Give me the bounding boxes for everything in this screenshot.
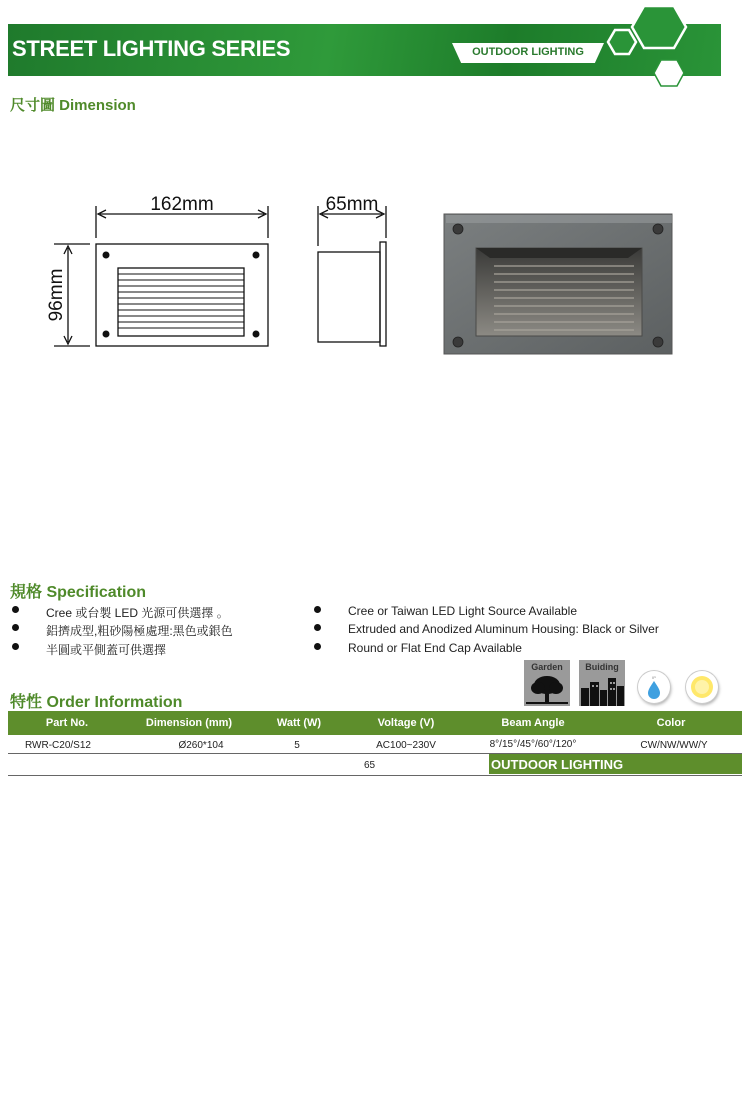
page-title: STREET LIGHTING SERIES	[12, 36, 291, 61]
bullet-icon	[314, 643, 321, 650]
bullet-icon	[314, 606, 321, 613]
city-skyline-icon	[579, 674, 625, 706]
cell-color: CW/NW/WW/Y	[640, 740, 708, 751]
spec-zh-item: 鋁擠成型,粗砂陽極處理:黑色或銀色	[12, 622, 302, 638]
order-title: 特性 Order Information	[10, 694, 183, 711]
height-label: 96mm	[46, 268, 67, 322]
bullet-icon	[314, 624, 321, 631]
header-beam-angle: Beam Angle	[501, 717, 565, 729]
header-watt: Watt (W)	[276, 717, 322, 729]
spec-en-item: Cree or Taiwan LED Light Source Available	[314, 604, 734, 620]
footer-label: OUTDOOR LIGHTING	[491, 757, 624, 772]
bullet-icon	[12, 643, 19, 650]
hexagon-decoration	[600, 2, 720, 92]
width-label: 162mm	[150, 194, 214, 215]
specification-title: 規格 Specification	[10, 584, 147, 601]
spec-en-item: Extruded and Anodized Aluminum Housing: Black or Silver	[314, 622, 734, 638]
header-dimension: Dimension (mm)	[145, 717, 233, 729]
spec-zh-item: 半圓或平側蓋可供選擇	[12, 641, 302, 657]
bullet-icon	[12, 606, 19, 613]
water-drop-icon	[638, 671, 670, 703]
header-voltage: Voltage (V)	[377, 717, 435, 729]
tree-icon	[524, 674, 570, 706]
product-photo	[442, 212, 674, 356]
spec-zh-item: Cree 或台製 LED 光源可供選擇 。	[12, 604, 302, 620]
svg-text:IP: IP	[652, 675, 656, 680]
cell-voltage: AC100~230V	[376, 740, 436, 751]
cell-watt: 5	[294, 740, 300, 751]
building-icon: Buiding	[579, 660, 625, 706]
footer-divider	[8, 775, 742, 776]
header-color: Color	[656, 717, 686, 729]
garden-icon: Garden	[524, 660, 570, 706]
cell-beam-angle: 8°/15°/45°/60°/120°	[489, 739, 577, 750]
cell-part-no: RWR-C20/S12	[25, 740, 91, 751]
header-part-no: Part No.	[45, 717, 89, 729]
outdoor-tag-label: OUTDOOR LIGHTING	[472, 46, 584, 58]
dimension-drawing	[40, 180, 400, 360]
depth-label: 65mm	[325, 194, 379, 215]
bulb-icon	[686, 671, 718, 703]
dimension-title: 尺寸圖 Dimension	[10, 97, 136, 114]
page-number: 65	[364, 760, 376, 771]
cell-dimension: Ø260*104	[178, 740, 224, 751]
spec-en-item: Round or Flat End Cap Available	[314, 641, 734, 657]
bullet-icon	[12, 624, 19, 631]
